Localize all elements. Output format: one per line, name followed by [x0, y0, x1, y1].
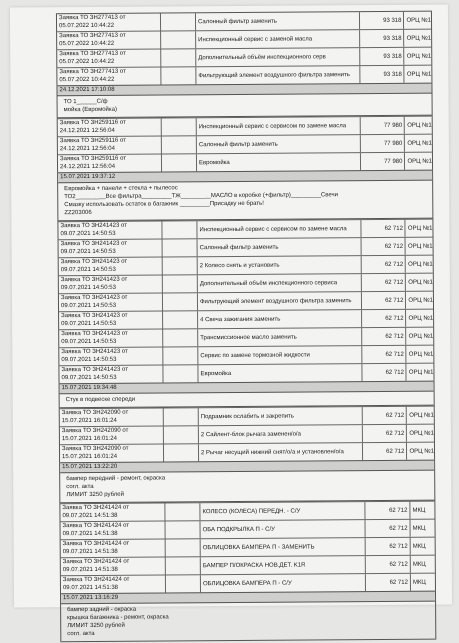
order-number: Заявка ТО ЗН277413 от — [59, 50, 126, 58]
order-date: 09.07.2021 14:50:53 — [60, 302, 117, 310]
spacer-cell — [163, 293, 198, 310]
service-name: 2 Рычаг несущий нижний снят/о/а и установлен/о/а — [199, 443, 363, 461]
order-number: Заявка ТО ЗН259116 от — [59, 119, 126, 127]
service-center: МКЦ — [412, 543, 426, 550]
service-center: ОРЦ №1 — [409, 448, 435, 455]
order-date: 09.07.2021 14:50:53 — [60, 266, 116, 274]
work-order-row — [60, 501, 434, 522]
service-name: Салонный фильтр заменить — [196, 12, 360, 30]
service-center: ОРЦ №1 — [407, 140, 432, 147]
spacer-cell — [164, 426, 199, 443]
service-name: Инспекционный сервис с сервисом по замене масла — [197, 117, 361, 135]
order-number: Заявка ТО ЗН259116 от — [59, 137, 126, 145]
spacer-cell — [163, 275, 198, 292]
mileage-value: 77 980 — [361, 153, 406, 170]
work-order-row — [61, 537, 435, 558]
service-center: ОРЦ №1 — [406, 17, 432, 24]
mileage-value: 93 318 — [360, 48, 405, 65]
mileage-value: 62 712 — [362, 274, 407, 291]
mileage-value: 62 712 — [361, 238, 406, 255]
work-order-row — [61, 573, 435, 594]
spacer-cell — [162, 67, 197, 84]
mileage-value: 62 712 — [365, 502, 410, 519]
order-date: 09.07.2021 14:50:53 — [61, 356, 117, 364]
order-request-cell — [60, 408, 164, 426]
service-name: Фильтрующий элемент воздушного фильтра заменить — [198, 292, 362, 310]
service-center: ОРЦ №1 — [408, 369, 434, 376]
work-order-row — [60, 442, 434, 463]
service-center: ОРЦ №1 — [408, 297, 434, 304]
order-date: 24.12.2021 12:56:04 — [60, 163, 116, 171]
order-date: 09.07.2021 14:51:38 — [62, 584, 119, 592]
work-order-row — [58, 152, 432, 173]
mileage-value: 62 712 — [361, 256, 406, 273]
service-name: Евромойка — [197, 153, 361, 171]
order-request-cell — [60, 444, 164, 462]
visit-datetime-header: 24.12.2021 17:10:08 — [57, 83, 431, 97]
order-request-cell — [60, 426, 164, 444]
note-line: Смазку использовать остаток в багажник _________Присадку не брать! — [64, 200, 264, 209]
order-date: 09.07.2021 14:51:38 — [62, 512, 118, 520]
spacer-cell — [161, 13, 196, 30]
order-number: Заявка ТО ЗН241423 от — [61, 366, 128, 374]
order-request-cell — [59, 347, 163, 365]
work-order-row — [59, 309, 433, 330]
order-request-cell — [59, 329, 163, 347]
mileage-value: 62 712 — [366, 574, 411, 591]
mileage-value: 62 712 — [366, 556, 411, 573]
service-name: Евромойка — [198, 364, 362, 382]
mileage-value: 62 712 — [361, 220, 406, 237]
order-date: 09.07.2021 14:50:53 — [60, 230, 116, 238]
note-line: Стук в подвеске спереди — [65, 396, 136, 404]
service-center: МКЦ — [412, 561, 426, 568]
work-order-row — [58, 116, 432, 137]
service-name: Инспекционный сервис с заменой масла — [196, 30, 360, 48]
service-center: ОРЦ №1 — [409, 430, 434, 437]
visit-datetime-header: 15.07.2021 13:16:29 — [61, 591, 435, 605]
order-date: 15.07.2021 16:01:24 — [61, 435, 118, 443]
service-name: Подрамник ослабить и закрепить — [199, 407, 363, 425]
note-line: согл. акта — [67, 630, 95, 638]
order-number: Заявка ТО ЗН241424 от — [62, 540, 130, 548]
service-center: ОРЦ №1 — [408, 333, 434, 340]
order-request-cell — [59, 275, 163, 293]
mileage-value: 62 712 — [362, 364, 407, 381]
service-center: ОРЦ №1 — [408, 279, 433, 286]
spacer-cell — [164, 408, 199, 425]
order-number: Заявка ТО ЗН241423 от — [60, 276, 128, 284]
service-center: ОРЦ №1 — [408, 261, 433, 268]
order-number: Заявка ТО ЗН277413 от — [59, 68, 126, 76]
service-center: МКЦ — [412, 525, 426, 532]
work-order-row — [57, 65, 431, 86]
service-name: БАМПЕР П/ОКРАСКА НОВ.ДЕТ. K1R — [201, 556, 366, 574]
service-name: 2 Сайлент-блок рычага заменен/о/а — [199, 425, 363, 443]
spacer-cell — [162, 154, 197, 171]
spacer-cell — [166, 521, 201, 538]
spacer-cell — [162, 118, 197, 135]
service-center: МКЦ — [412, 507, 426, 514]
service-center: ОРЦ №1 — [409, 412, 434, 419]
work-order-row — [57, 11, 431, 32]
service-center: ОРЦ №1 — [406, 71, 432, 78]
order-request-cell — [61, 539, 166, 557]
visit-section — [60, 591, 436, 643]
order-number: Заявка ТО ЗН241424 от — [62, 558, 130, 566]
mileage-value: 62 712 — [365, 520, 410, 537]
spacer-cell — [163, 329, 198, 346]
order-number: Заявка ТО ЗН241423 от — [60, 240, 128, 248]
mileage-value: 62 712 — [362, 346, 407, 363]
order-request-cell — [61, 575, 166, 593]
mileage-value: 62 712 — [362, 328, 407, 345]
note-line: крышка багажника - ремонт, окраска — [67, 614, 169, 622]
spacer-cell — [163, 311, 198, 328]
service-name: Фильтрующий элемент воздушного фильтра заменить — [196, 66, 360, 84]
mileage-value: 93 318 — [360, 66, 405, 83]
spacer-cell — [161, 31, 196, 48]
work-order-row — [59, 345, 433, 366]
work-order-row — [60, 519, 434, 540]
order-date: 09.07.2021 14:51:38 — [62, 566, 118, 574]
visit-section — [59, 460, 436, 594]
visit-section — [59, 381, 436, 463]
work-order-row — [57, 29, 431, 50]
service-center: ОРЦ №1 — [408, 315, 434, 322]
service-center: ОРЦ №1 — [407, 225, 433, 232]
order-number: Заявка ТО ЗН241424 от — [62, 504, 129, 512]
order-request-cell — [59, 293, 163, 311]
note-line: согл. акта — [66, 483, 94, 491]
spacer-cell — [166, 539, 201, 556]
mileage-value: 62 712 — [366, 538, 411, 555]
note-line: бампер задний - окраска — [67, 606, 137, 614]
service-name: ОБЛИЦОВКА БАМПЕРА П - С/У — [201, 574, 366, 592]
order-request-cell — [60, 503, 165, 521]
order-number: Заявка ТО ЗН242090 от — [61, 427, 129, 435]
order-number: Заявка ТО ЗН241423 от — [60, 294, 128, 302]
order-request-cell — [58, 136, 162, 154]
mileage-value: 62 712 — [362, 407, 407, 424]
order-request-cell — [58, 221, 162, 239]
mileage-value: 93 318 — [360, 30, 405, 47]
visit-note — [58, 94, 432, 119]
order-date: 05.07.2022 10:44:22 — [59, 76, 115, 84]
order-request-cell — [58, 118, 162, 136]
service-name: Дополнительный объём инспекционного серв — [196, 48, 360, 66]
order-date: 09.07.2021 14:51:38 — [62, 530, 118, 538]
service-center: ОРЦ №1 — [406, 35, 432, 42]
work-order-row — [59, 363, 433, 384]
note-line: Евромойка + панели + стекла + пылесос — [64, 185, 178, 193]
service-name: КОЛЕСО (КОЛЕСА) ПЕРЕДН. - С/У — [200, 502, 365, 520]
service-center: ОРЦ №1 — [408, 243, 433, 250]
work-order-row — [59, 255, 433, 276]
spacer-cell — [166, 557, 201, 574]
order-number: Заявка ТО ЗН277413 от — [58, 14, 126, 22]
order-date: 09.07.2021 14:50:53 — [61, 374, 117, 382]
work-order-row — [59, 273, 433, 294]
service-name: Салонный фильтр заменить — [197, 135, 361, 153]
note-line: ТО2_________Все фильтра_________ТЖ_________МАСЛО в коробке (+фильтр)_________Свечи — [64, 192, 339, 201]
mileage-value: 77 980 — [360, 117, 405, 134]
note-line: ЛИМИТ 3250 рублей — [67, 622, 125, 630]
note-line: ТО 1______С/ф — [63, 98, 108, 106]
note-line: ZZ203006 — [64, 209, 92, 217]
service-center: МКЦ — [412, 579, 426, 586]
order-number: Заявка ТО ЗН241424 от — [62, 522, 130, 530]
visit-datetime-header: 15.07.2021 19:37:12 — [58, 170, 432, 184]
order-number: Заявка ТО ЗН242090 от — [61, 409, 129, 417]
spacer-cell — [163, 257, 198, 274]
mileage-value: 77 980 — [361, 135, 406, 152]
mileage-value: 62 712 — [363, 443, 408, 460]
visit-datetime-header: 15.07.2021 19:34:48 — [60, 381, 434, 395]
spacer-cell — [164, 347, 199, 364]
service-name: ОБЛИЦОВКА БАМПЕРА П - ЗАМЕНИТЬ — [201, 538, 366, 556]
order-date: 09.07.2021 14:50:53 — [60, 248, 116, 256]
work-order-row — [59, 291, 433, 312]
order-date: 05.07.2022 10:44:22 — [59, 58, 115, 66]
mileage-value: 62 712 — [362, 292, 407, 309]
order-number: Заявка ТО ЗН241423 от — [61, 312, 128, 320]
order-request-cell — [59, 365, 163, 383]
order-number: Заявка ТО ЗН259116 от — [59, 155, 127, 163]
spacer-cell — [161, 49, 196, 66]
note-line: ЛИМИТ 3250 рублей — [66, 491, 124, 499]
service-center: ОРЦ №1 — [407, 122, 432, 129]
service-name: Дополнительный объём инспекционного сервиса — [198, 274, 362, 292]
order-request-cell — [61, 557, 166, 575]
spacer-cell — [162, 136, 197, 153]
work-order-row — [58, 134, 432, 155]
visit-note — [58, 181, 432, 222]
order-request-cell — [59, 257, 163, 275]
visit-datetime-header: 15.07.2021 13:22:20 — [60, 460, 434, 474]
spacer-cell — [166, 575, 201, 592]
order-request-cell — [59, 239, 163, 257]
service-name: 2 Колесо снять и установить — [198, 256, 362, 274]
note-line: мойка (Евромойка) — [63, 106, 117, 114]
work-order-row — [60, 424, 434, 445]
order-number: Заявка ТО ЗН241423 от — [61, 330, 128, 338]
work-order-row — [58, 219, 432, 240]
service-history-table — [56, 11, 436, 643]
work-order-row — [59, 327, 433, 348]
spacer-cell — [164, 444, 199, 461]
mileage-value: 62 712 — [363, 425, 408, 442]
work-order-row — [61, 555, 435, 576]
visit-section — [56, 83, 433, 173]
service-center: ОРЦ №1 — [406, 53, 432, 60]
service-name: Сервис по замене тормозной жидкости — [198, 346, 362, 364]
order-date: 05.07.2022 10:44:22 — [59, 22, 115, 30]
service-name: Инспекционный сервис с сервисом по замене масла — [197, 220, 361, 238]
work-order-row — [59, 237, 433, 258]
order-request-cell — [57, 13, 161, 31]
service-name: 4 Свеча зажигания заменить — [198, 310, 362, 328]
service-center: ОРЦ №1 — [407, 158, 433, 165]
order-request-cell — [57, 49, 161, 67]
order-request-cell — [58, 154, 162, 172]
visit-section — [57, 170, 434, 384]
order-request-cell — [59, 311, 163, 329]
service-center: ОРЦ №1 — [408, 351, 434, 358]
work-order-row — [57, 47, 431, 68]
order-request-cell — [57, 31, 161, 49]
order-number: Заявка ТО ЗН241423 от — [60, 222, 127, 230]
order-number: Заявка ТО ЗН241424 от — [62, 576, 130, 584]
order-date: 15.07.2021 16:01:24 — [62, 453, 118, 461]
order-request-cell — [61, 521, 166, 539]
document-page — [10, 4, 452, 638]
order-number: Заявка ТО ЗН241423 от — [60, 258, 128, 266]
order-number: Заявка ТО ЗН241423 от — [61, 348, 128, 356]
service-name: ОБА ПОДКРЫЛКА П - С/У — [201, 520, 366, 538]
note-line: бампер передний - ремонт, окраска — [66, 475, 166, 483]
visit-note — [61, 602, 435, 643]
order-number: Заявка ТО ЗН277413 от — [59, 32, 126, 40]
service-name: Салонный фильтр заменить — [198, 238, 362, 256]
spacer-cell — [163, 239, 198, 256]
order-date: 05.07.2022 10:44:22 — [59, 40, 115, 48]
visit-section — [56, 11, 432, 86]
order-date: 09.07.2021 14:50:53 — [60, 284, 116, 292]
spacer-cell — [163, 221, 198, 238]
order-date: 24.12.2021 12:56:04 — [59, 127, 115, 135]
order-request-cell — [57, 67, 161, 85]
order-date: 24.12.2021 12:56:04 — [59, 145, 115, 153]
order-date: 09.07.2021 14:51:38 — [62, 548, 118, 556]
spacer-cell — [165, 503, 200, 520]
mileage-value: 93 318 — [360, 12, 405, 29]
order-number: Заявка ТО ЗН242090 от — [61, 445, 129, 453]
visit-note — [60, 471, 434, 504]
order-date: 09.07.2021 14:50:53 — [61, 320, 117, 328]
work-order-row — [60, 406, 434, 427]
order-date: 09.07.2021 14:50:53 — [61, 338, 117, 346]
mileage-value: 62 712 — [362, 310, 407, 327]
order-date: 15.07.2021 16:01:24 — [61, 417, 117, 425]
service-name: Трансмиссионное масло заменить — [198, 328, 362, 346]
spacer-cell — [164, 365, 199, 382]
